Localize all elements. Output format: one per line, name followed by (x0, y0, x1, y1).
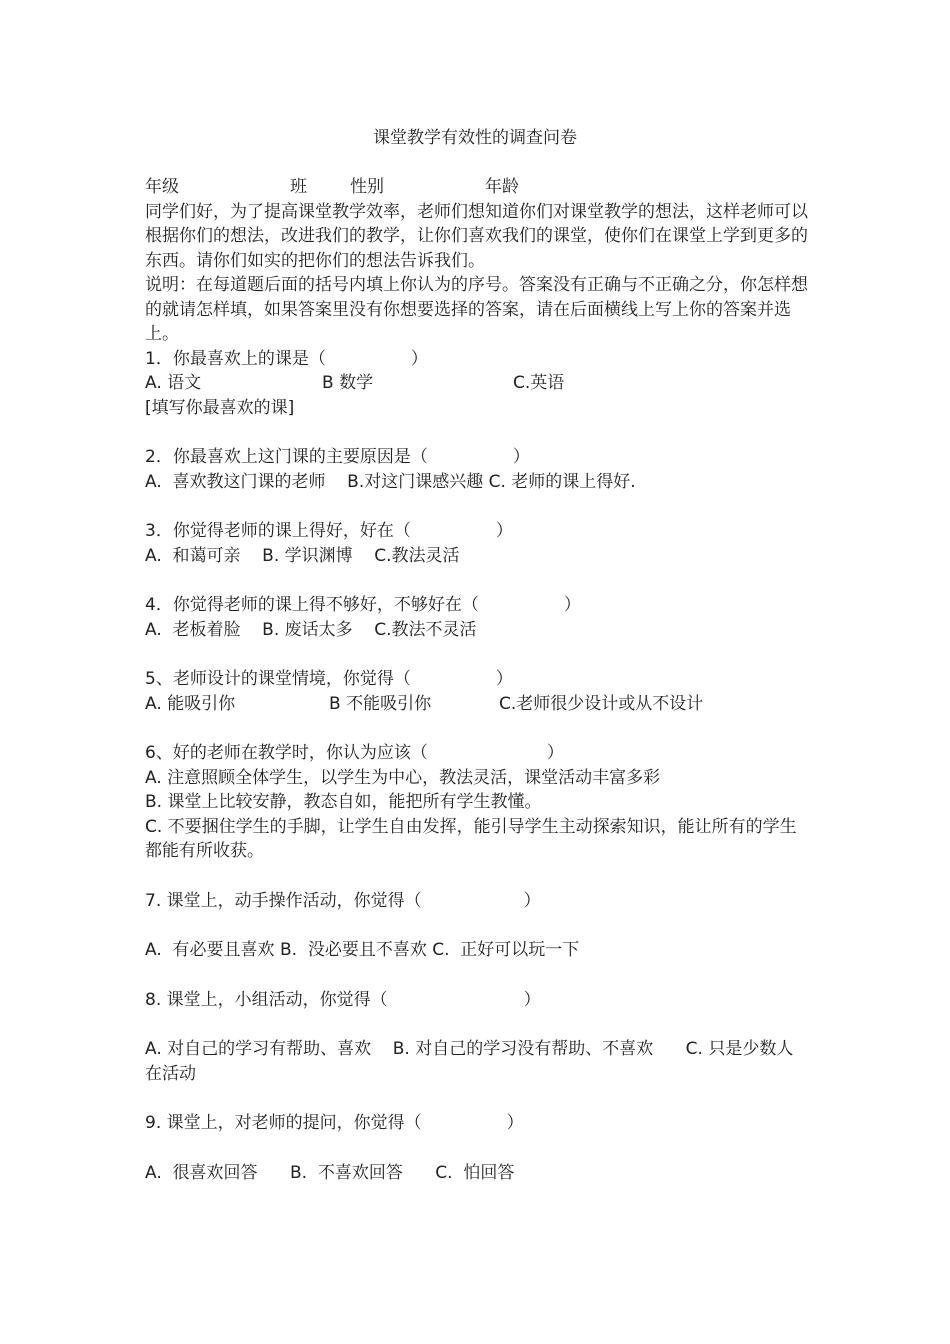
question-1-text: 1．你最喜欢上的课是（ ） (145, 348, 428, 369)
question-1-options (145, 371, 810, 396)
question-5-option-c: C.老师很少设计或从不设计 (499, 693, 704, 714)
grade-field-label: 年级 (145, 177, 179, 197)
question-1-option-b: B 数学 (322, 373, 374, 393)
question-8-text: 8. 课堂上，小组活动，你觉得（ ） (145, 989, 541, 1010)
question-9-options: A. 很喜欢回答 B. 不喜欢回答 C. 怕回答 (145, 1162, 515, 1183)
question-5-options (145, 692, 810, 717)
gender-field-label: 性别 (350, 177, 384, 197)
spacer (145, 568, 810, 593)
question-2-text: 2．你最喜欢上这门课的主要原因是（ ） (145, 447, 530, 467)
class-field-label: 班 (290, 177, 307, 197)
question-6-option-b: B. 课堂上比较安静，教态自如，能把所有学生教懂。 (145, 792, 542, 812)
question-2-options: A. 喜欢教这门课的老师 B.对这门课感兴趣 C. 老师的课上得好. (145, 471, 636, 492)
question-6-option-a: A. 注意照顾全体学生，以学生为中心，教法灵活，课堂活动丰富多彩 (145, 767, 661, 788)
intro-paragraph: 同学们好，为了提高课堂教学效率，老师们想知道你们对课堂教学的想法，这样老师可以根据你们的想法，改进我们的教学，让你们喜欢我们的课堂，使你们在课堂上学到更多的东西。请你们如实的把你们的想法告诉我们。 (145, 201, 808, 271)
question-3-text: 3．你觉得老师的课上得好，好在（ ） (145, 521, 513, 541)
survey-title: 课堂教学有效性的调查问卷 (373, 128, 577, 148)
question-7-options: A. 有必要且喜欢 B. 没必要且不喜欢 C. 正好可以玩一下 (145, 940, 580, 960)
question-7-text: 7. 课堂上，动手操作活动，你觉得（ ） (145, 890, 541, 911)
spacer (145, 716, 810, 741)
spacer (145, 1012, 810, 1037)
spacer (145, 642, 810, 667)
instructions-paragraph: 说明：在每道题后面的括号内填上你认为的序号。答案没有正确与不正确之分，你怎样想的就请怎样填，如果答案里没有你想要选择的答案，请在后面横线上写上你的答案并选上。 (145, 275, 808, 344)
question-1-option-c: C.英语 (513, 373, 565, 393)
spacer (145, 864, 810, 889)
question-1-fill-in: [填写你最喜欢的课] (145, 397, 295, 418)
spacer (145, 494, 810, 519)
age-field-label: 年龄 (485, 177, 519, 197)
spacer (145, 420, 810, 445)
spacer (145, 913, 810, 938)
spacer (145, 1086, 810, 1111)
question-4-options: A. 老板着脸 B. 废话太多 C.教法不灵活 (145, 619, 477, 640)
question-4-text: 4．你觉得老师的课上得不够好，不够好在（ ） (145, 595, 581, 615)
question-5-option-a: A. 能吸引你 (145, 693, 236, 714)
question-6-option-c: C. 不要捆住学生的手脚，让学生自由发挥，能引导学生主动探索知识，能让所有的学生都能有所收获。 (145, 816, 797, 861)
question-1-option-a: A. 语文 (145, 373, 202, 393)
question-8-options: A. 对自己的学习有帮助、喜欢 B. 对自己的学习没有帮助、不喜欢 C. 只是少数人在活动 (145, 1039, 794, 1084)
question-6-text: 6、好的老师在教学时，你认为应该（ ） (145, 743, 564, 763)
question-5-text: 5、老师设计的课堂情境，你觉得（ ） (145, 669, 513, 689)
survey-body (145, 175, 810, 1185)
question-9-text: 9. 课堂上，对老师的提问，你觉得（ ） (145, 1113, 524, 1133)
question-3-options: A. 和蔼可亲 B. 学识渊博 C.教法灵活 (145, 545, 460, 566)
question-5-option-b: B 不能吸引你 (329, 693, 432, 714)
spacer (145, 1136, 810, 1161)
spacer (145, 963, 810, 988)
info-fields-row (145, 175, 810, 200)
